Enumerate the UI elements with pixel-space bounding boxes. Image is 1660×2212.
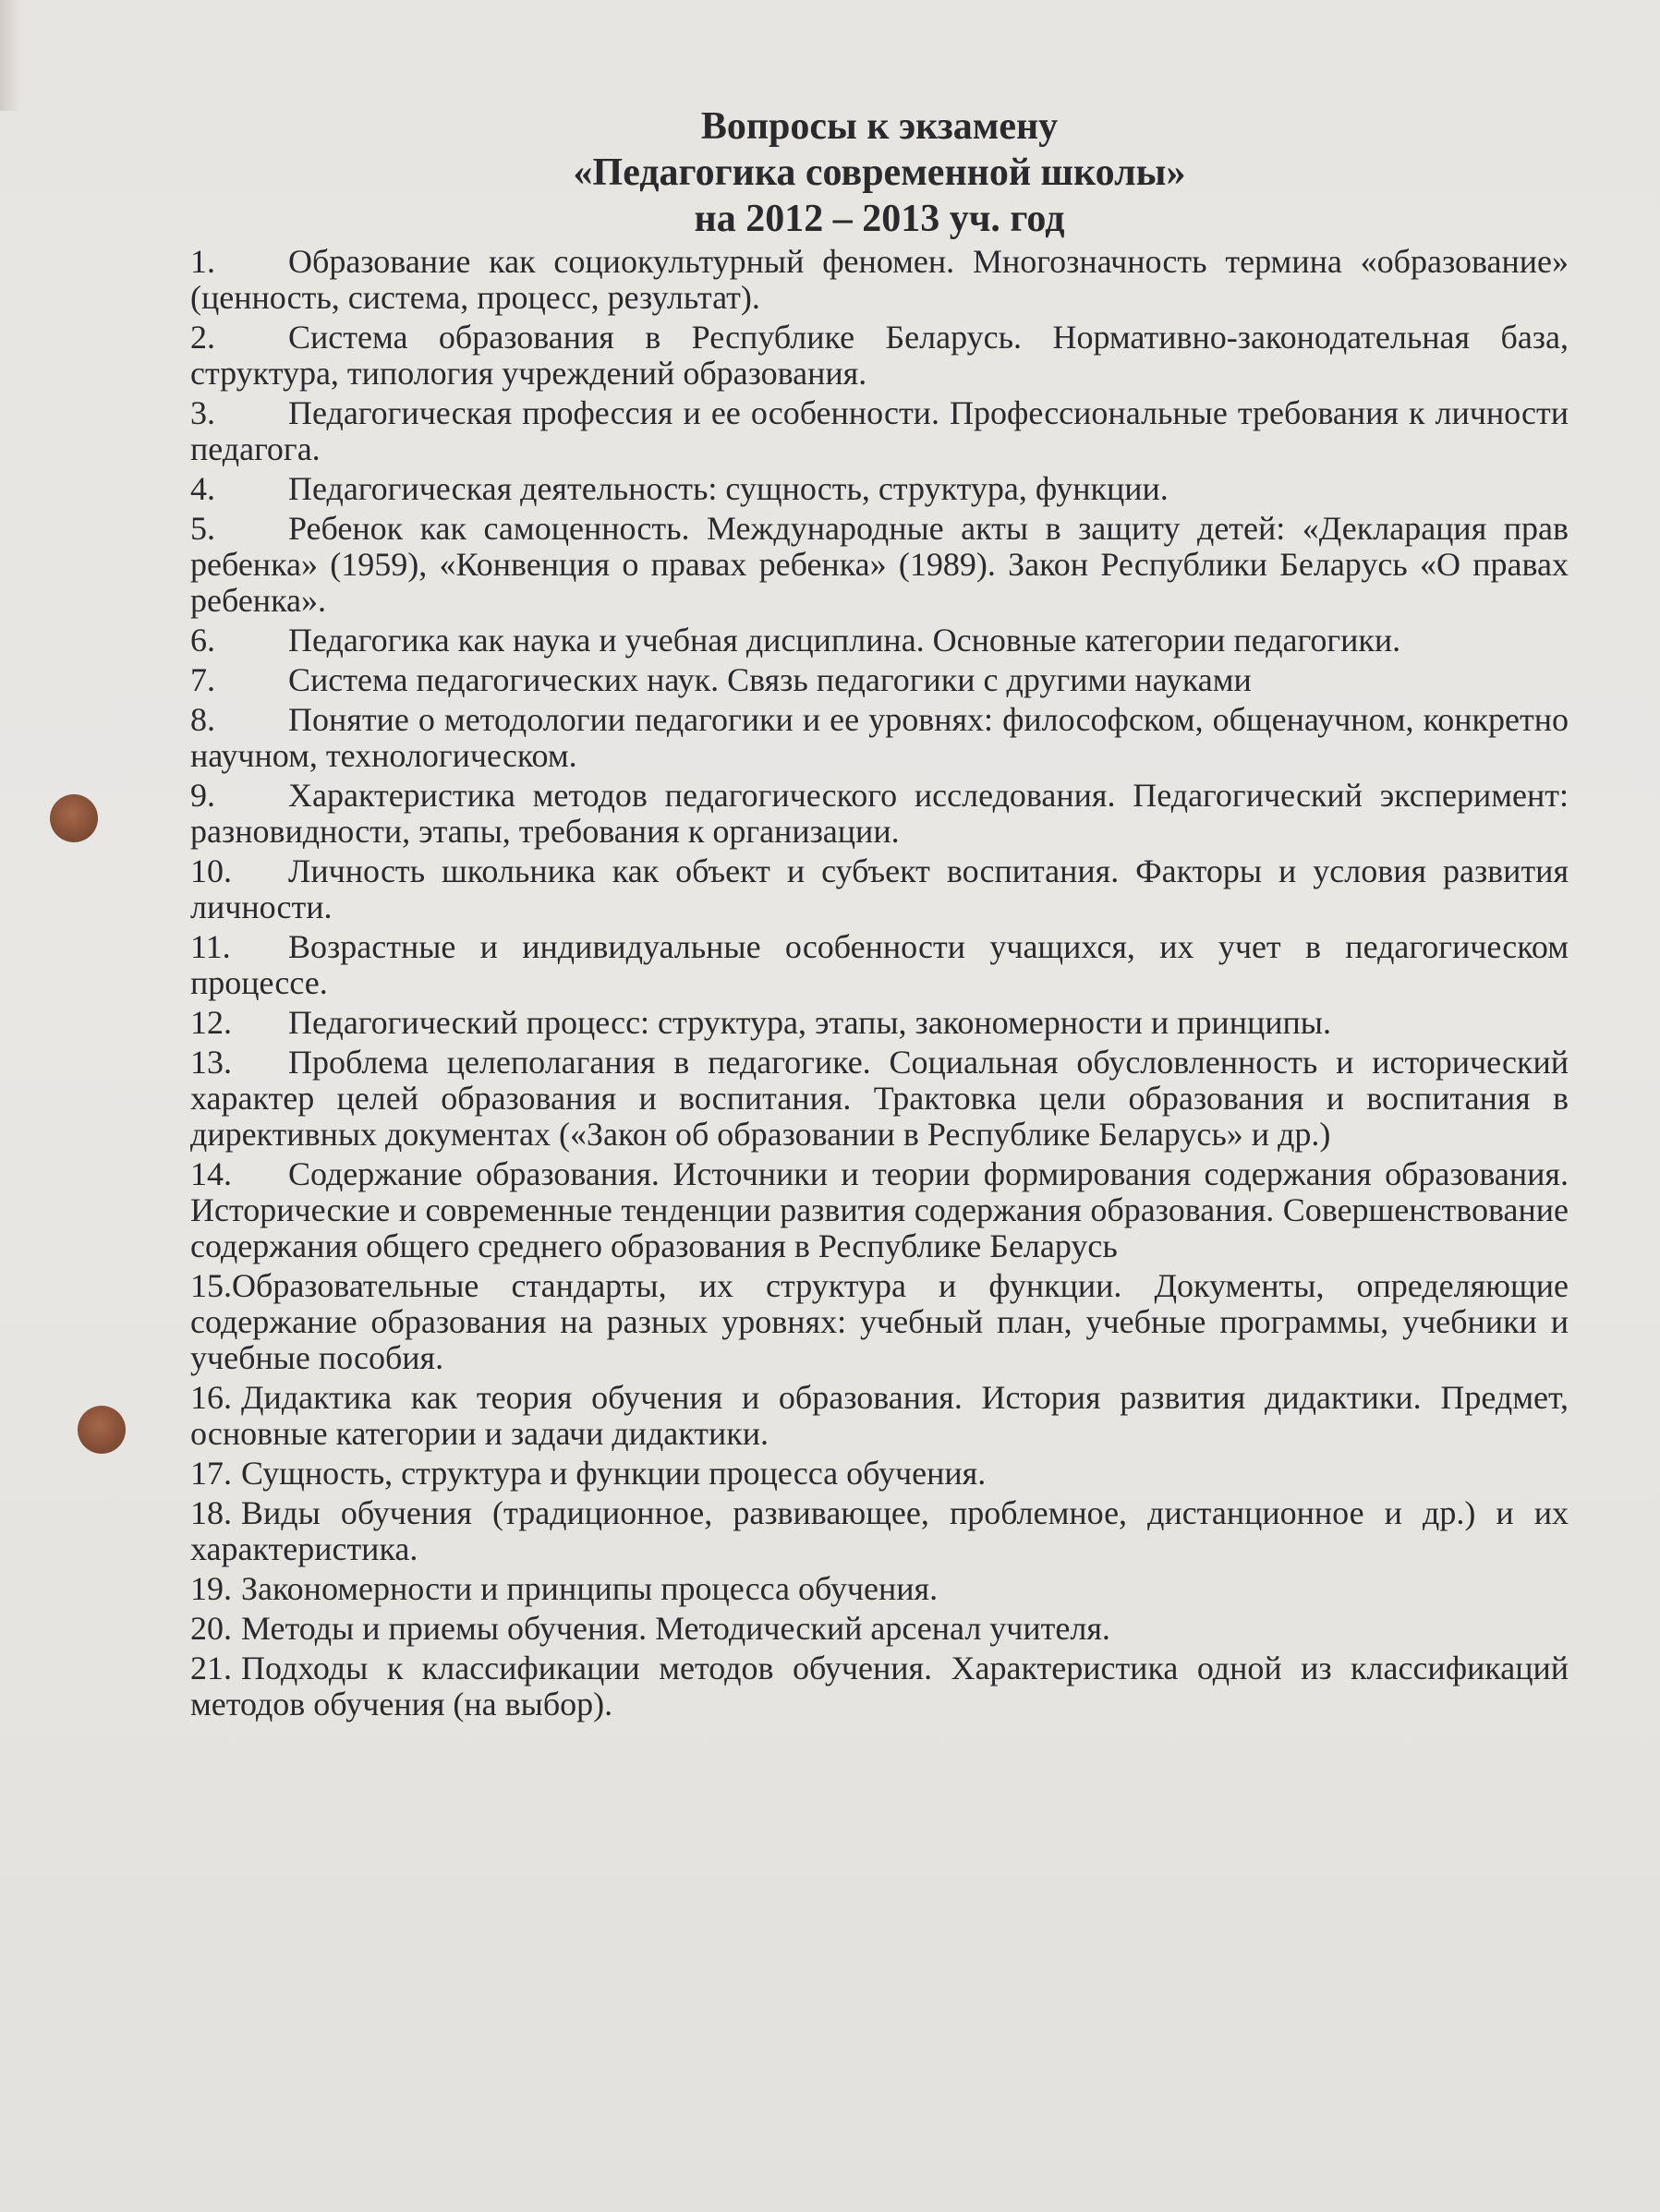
question-number: 20.	[190, 1610, 232, 1647]
question-number: 16.	[190, 1379, 232, 1416]
question-item	[190, 320, 1569, 392]
question-text: Образовательные стандарты, их структура и функции. Документы, определяющие содержание образования на разных уровнях: учебный план, учебные программы, учебники и учебные пособия.	[190, 1267, 1569, 1376]
question-text: Проблема целеполагания в педагогике. Социальная обусловленность и исторический характер целей образования и воспитания. Трактовка цели образования и воспитания в директивных документах («Закон об образовании в Республике Беларусь» и др.)	[190, 1044, 1569, 1153]
question-number: 8.	[190, 701, 215, 738]
question-text: Возрастные и индивидуальные особенности учащихся, их учет в педагогическом процессе.	[190, 928, 1569, 1001]
title-line: Вопросы к экзамену	[700, 105, 1059, 148]
title-line: «Педагогика современной школы»	[573, 151, 1186, 194]
question-text: Педагогика как наука и учебная дисциплина. Основные категории педагогики.	[288, 622, 1401, 659]
question-number: 9.	[190, 777, 215, 814]
question-text: Образование как социокультурный феномен. Многозначность термина «образование» (ценность, система, процесс, результат).	[190, 243, 1569, 316]
question-text: Характеристика методов педагогического исследования. Педагогический эксперимент: разновидности, этапы, требования к организации.	[190, 777, 1569, 850]
question-text: Педагогическая деятельность: сущность, структура, функции.	[288, 470, 1169, 507]
question-text: Закономерности и принципы процесса обучения.	[241, 1570, 939, 1607]
question-number: 3.	[190, 394, 215, 431]
question-text: Личность школьника как объект и субъект воспитания. Факторы и условия развития личности.	[190, 852, 1569, 925]
question-number: 4.	[190, 470, 215, 507]
question-item	[190, 1380, 1569, 1452]
question-number: 5.	[190, 510, 215, 547]
question-item	[190, 1456, 1569, 1492]
question-number: 14.	[190, 1155, 232, 1192]
question-text: Дидактика как теория обучения и образования. История развития дидактики. Предмет, основные категории и задачи дидактики.	[190, 1379, 1569, 1452]
question-text: Виды обучения (традиционное, развивающее, проблемное, дистанционное и др.) и их характеристика.	[190, 1494, 1569, 1567]
question-number: 13.	[190, 1044, 232, 1081]
question-text: Содержание образования. Источники и теории формирования содержания образования. Исторические и современные тенденции развития содержания образования. Совершенствование содержания общего среднего образования в Республике Беларусь	[190, 1155, 1569, 1264]
question-text: Подходы к классификации методов обучения. Характеристика одной из классификаций методов обучения (на выбор).	[190, 1650, 1569, 1722]
question-item	[190, 778, 1569, 850]
question-number: 6.	[190, 622, 215, 659]
question-text: Сущность, структура и функции процесса обучения.	[241, 1455, 987, 1492]
question-item	[190, 662, 1569, 698]
folded-corner	[0, 0, 20, 111]
question-item	[190, 244, 1569, 316]
punch-hole	[50, 794, 98, 842]
punch-hole	[78, 1406, 126, 1454]
question-item	[190, 1571, 1569, 1607]
question-item	[190, 1268, 1569, 1376]
question-item	[190, 1650, 1569, 1722]
document-title	[190, 103, 1569, 242]
document-body	[190, 103, 1569, 1726]
question-item	[190, 1156, 1569, 1264]
question-number: 1.	[190, 243, 215, 280]
question-number: 2.	[190, 319, 215, 356]
question-text: Ребенок как самоценность. Международные акты в защиту детей: «Декларация прав ребенка» (1959), «Конвенция о правах ребенка» (1989). Закон Республики Беларусь «О правах ребенка».	[190, 510, 1569, 619]
question-number: 21.	[190, 1650, 232, 1686]
title-line: на 2012 – 2013 уч. год	[694, 198, 1065, 240]
question-number: 17.	[190, 1455, 232, 1492]
question-number: 15.	[190, 1267, 232, 1304]
question-text: Система педагогических наук. Связь педагогики с другими науками	[288, 661, 1252, 698]
question-number: 11.	[190, 928, 231, 965]
question-item	[190, 1495, 1569, 1567]
question-item	[190, 395, 1569, 467]
question-item	[190, 1611, 1569, 1647]
question-text: Методы и приемы обучения. Методический арсенал учителя.	[241, 1610, 1110, 1647]
question-text: Система образования в Республике Беларусь. Нормативно-законодательная база, структура, типология учреждений образования.	[190, 319, 1569, 392]
question-text: Педагогический процесс: структура, этапы, закономерности и принципы.	[288, 1004, 1331, 1041]
question-number: 19.	[190, 1570, 232, 1607]
question-number: 10.	[190, 852, 232, 889]
question-list	[190, 244, 1569, 1722]
question-item	[190, 1045, 1569, 1153]
question-item	[190, 702, 1569, 774]
question-number: 18.	[190, 1494, 232, 1531]
question-number: 7.	[190, 661, 215, 698]
question-number: 12.	[190, 1004, 232, 1041]
question-item	[190, 1005, 1569, 1041]
question-item	[190, 511, 1569, 619]
question-text: Педагогическая профессия и ее особенности. Профессиональные требования к личности педагога.	[190, 394, 1569, 467]
question-text: Понятие о методологии педагогики и ее уровнях: философском, общенаучном, конкретно научном, технологическом.	[190, 701, 1569, 774]
question-item	[190, 471, 1569, 507]
question-item	[190, 623, 1569, 659]
question-item	[190, 853, 1569, 925]
question-item	[190, 929, 1569, 1001]
